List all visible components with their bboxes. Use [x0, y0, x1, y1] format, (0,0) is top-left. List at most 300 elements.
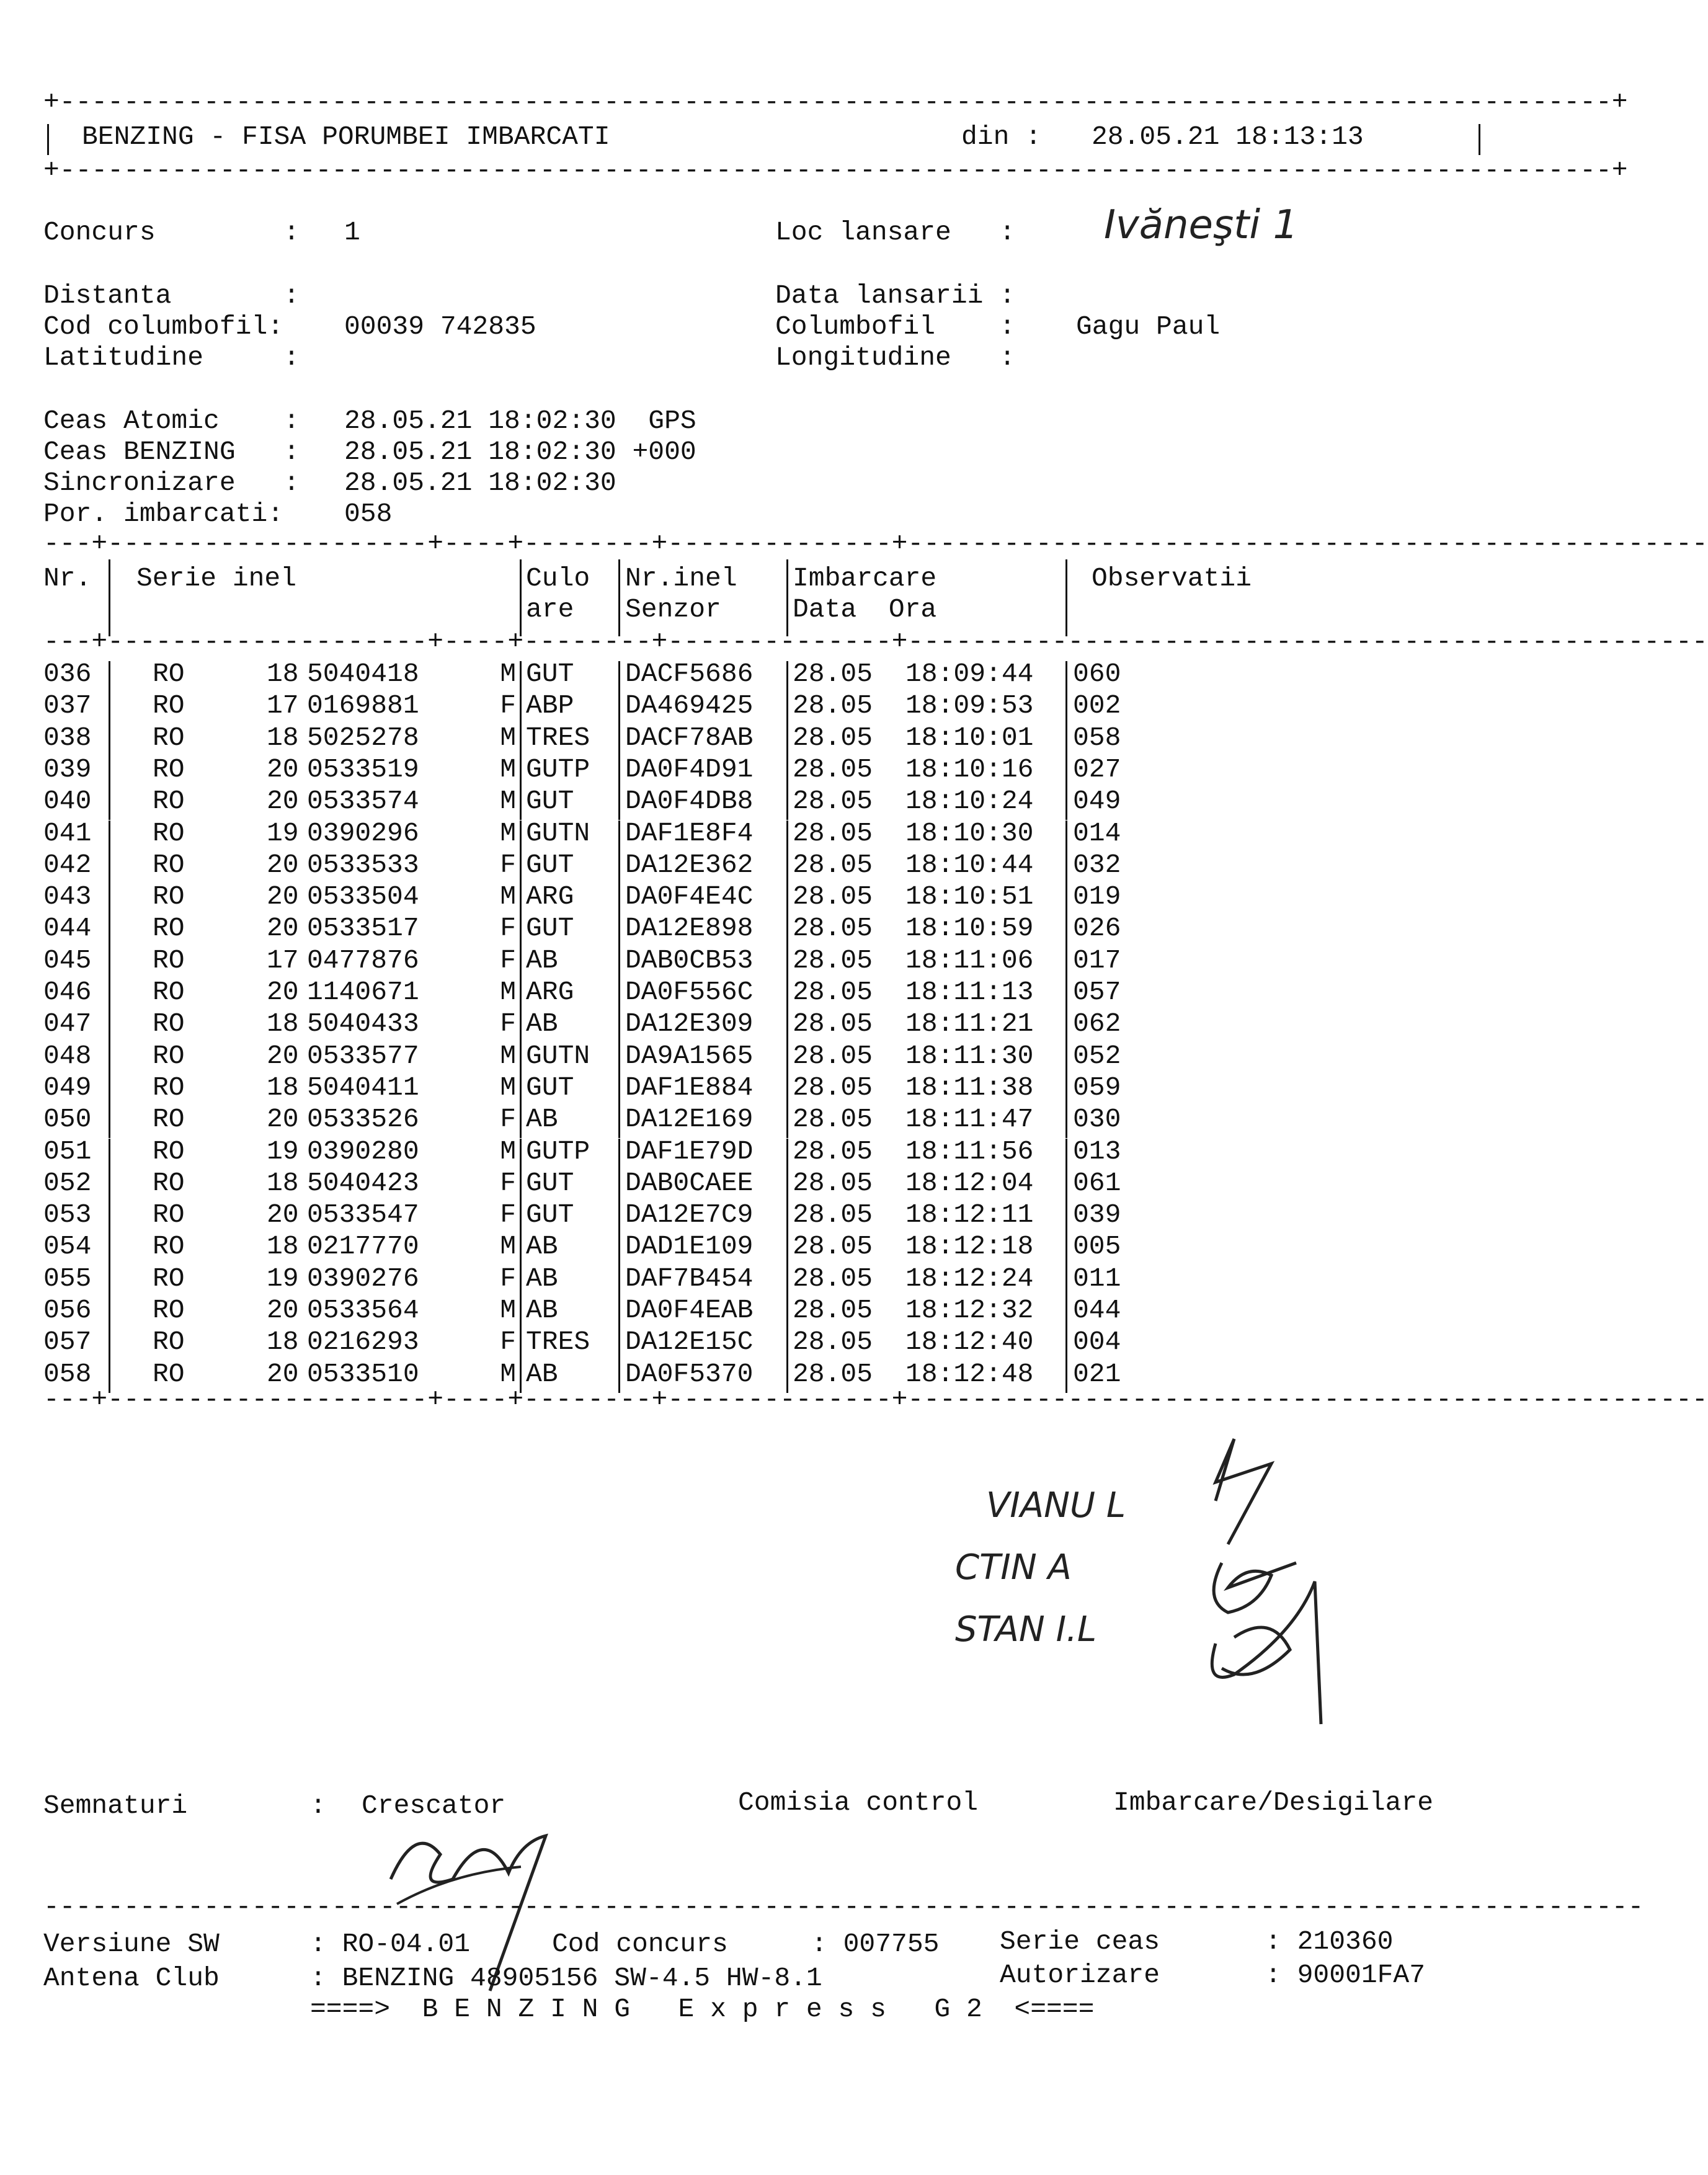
cell-ring-number: 0533517 — [307, 913, 419, 944]
table-col-sep — [109, 979, 110, 1011]
columbofil-value: Gagu Paul — [1076, 311, 1221, 342]
table-col-sep — [1065, 725, 1067, 757]
cell-country: RO — [153, 1199, 185, 1230]
cell-observatii: 027 — [1073, 754, 1121, 785]
cell-ora: 18:10:30 — [905, 817, 1034, 848]
table-col-sep — [618, 948, 620, 979]
cell-ora: 18:12:04 — [905, 1167, 1034, 1198]
serie-ceas-value: : 210360 — [1265, 1926, 1394, 1957]
table-col-sep — [618, 852, 620, 884]
porumbei-imbarcati-value: 058 — [344, 499, 393, 529]
table-col-sep — [618, 1329, 620, 1361]
cell-culoare: GUT — [526, 1199, 574, 1230]
table-col-sep — [109, 1170, 110, 1202]
table-col-sep — [520, 1170, 522, 1202]
concurs-value: 1 — [344, 217, 360, 247]
cell-ring-number: 0533510 — [307, 1358, 419, 1389]
table-col-sep — [109, 1011, 110, 1043]
table-col-sep — [109, 788, 110, 820]
cell-year: 17 — [267, 945, 299, 976]
table-col-sep — [520, 1202, 522, 1234]
table-col-sep — [520, 948, 522, 979]
cell-culoare: ARG — [526, 977, 574, 1007]
cell-ring-number: 0390276 — [307, 1263, 419, 1294]
cell-senzor: DA9A1565 — [625, 1040, 754, 1071]
cell-country: RO — [153, 1327, 185, 1358]
cell-ring-number: 0217770 — [307, 1231, 419, 1262]
table-col-sep — [1065, 1202, 1067, 1234]
document-title: BENZING - FISA PORUMBEI IMBARCATI — [82, 122, 610, 152]
table-col-sep — [1065, 1043, 1067, 1075]
table-col-sep — [520, 1011, 522, 1043]
table-col-sep — [1065, 915, 1067, 947]
cell-ring-number: 0533526 — [307, 1104, 419, 1135]
distanta-label: Distanta : — [43, 280, 300, 311]
cell-year: 20 — [267, 754, 299, 785]
table-col-sep — [618, 1297, 620, 1329]
autorizare-label: Autorizare — [1000, 1960, 1160, 1990]
cell-culoare: AB — [526, 1104, 558, 1135]
table-col-sep — [618, 757, 620, 788]
cell-ring-number: 0533519 — [307, 754, 419, 785]
cell-sex: M — [500, 1072, 516, 1103]
table-col-sep — [1065, 1075, 1067, 1106]
cell-culoare: GUTN — [526, 817, 590, 848]
cell-senzor: DA12E169 — [625, 1104, 754, 1135]
cell-ora: 18:11:56 — [905, 1136, 1034, 1167]
cell-observatii: 039 — [1073, 1199, 1121, 1230]
cell-nr: 047 — [43, 1008, 92, 1039]
cell-ring-number: 0390296 — [307, 817, 419, 848]
cell-year: 19 — [267, 1136, 299, 1167]
table-col-sep — [618, 1266, 620, 1297]
cell-year: 18 — [267, 722, 299, 753]
table-col-sep — [520, 661, 522, 693]
cell-ora: 18:10:01 — [905, 722, 1034, 753]
col-header-serie: Serie inel — [136, 563, 297, 594]
cell-sex: F — [500, 1167, 516, 1198]
col-header-data-ora: Data Ora — [793, 594, 937, 625]
table-col-sep — [786, 661, 788, 693]
cell-culoare: GUT — [526, 913, 574, 944]
porumbei-imbarcati-label: Por. imbarcati: — [43, 499, 284, 529]
cell-senzor: DAD1E109 — [625, 1231, 754, 1262]
cell-observatii: 060 — [1073, 659, 1121, 689]
cell-observatii: 059 — [1073, 1072, 1121, 1103]
cell-data: 28.05 — [793, 754, 873, 785]
cell-country: RO — [153, 1358, 185, 1389]
table-col-sep — [109, 948, 110, 979]
cell-sex: F — [500, 945, 516, 976]
commission-name-1: VIANU L — [986, 1485, 1126, 1526]
cell-year: 20 — [267, 1199, 299, 1230]
table-col-sep — [786, 1266, 788, 1297]
table-col-sep — [786, 788, 788, 820]
cell-senzor: DAF1E8F4 — [625, 817, 754, 848]
ceas-benzing-value: 28.05.21 18:02:30 +000 — [344, 437, 696, 467]
cell-ring-number: 0169881 — [307, 690, 419, 721]
table-col-sep — [1065, 948, 1067, 979]
cell-year: 20 — [267, 1295, 299, 1325]
header-border-top: +-------------------------------------------------------------------------------------------------+ — [43, 87, 1628, 117]
cell-ora: 18:10:16 — [905, 754, 1034, 785]
table-col-sep — [1065, 979, 1067, 1011]
cell-ring-number: 0533577 — [307, 1040, 419, 1071]
cell-data: 28.05 — [793, 659, 873, 689]
cell-country: RO — [153, 1167, 185, 1198]
table-col-sep — [520, 915, 522, 947]
ceas-atomic-value: 28.05.21 18:02:30 GPS — [344, 406, 696, 436]
cell-nr: 045 — [43, 945, 92, 976]
table-col-sep — [520, 757, 522, 788]
table-col-sep — [786, 948, 788, 979]
table-col-sep — [786, 1234, 788, 1265]
cell-nr: 051 — [43, 1136, 92, 1167]
table-col-sep — [618, 788, 620, 820]
table-col-sep — [786, 559, 788, 636]
table-col-sep — [618, 1234, 620, 1265]
cell-year: 18 — [267, 1072, 299, 1103]
cell-sex: M — [500, 1231, 516, 1262]
cell-senzor: DACF78AB — [625, 722, 754, 753]
cell-sex: M — [500, 659, 516, 689]
table-col-sep — [618, 1170, 620, 1202]
crescator-label: Crescator — [362, 1790, 506, 1821]
table-col-sep — [520, 852, 522, 884]
col-header-culoare: Culo — [526, 563, 590, 594]
table-col-sep — [1065, 1011, 1067, 1043]
cell-senzor: DA12E15C — [625, 1327, 754, 1358]
table-col-sep — [520, 693, 522, 724]
cell-country: RO — [153, 754, 185, 785]
cell-nr: 046 — [43, 977, 92, 1007]
cell-observatii: 052 — [1073, 1040, 1121, 1071]
cod-columbofil-label: Cod columbofil: — [43, 311, 284, 342]
table-col-sep — [520, 788, 522, 820]
table-col-sep — [1065, 757, 1067, 788]
cell-nr: 038 — [43, 722, 92, 753]
cell-observatii: 021 — [1073, 1358, 1121, 1389]
cell-country: RO — [153, 1263, 185, 1294]
cell-year: 18 — [267, 1008, 299, 1039]
commission-name-3: STAN I.L — [955, 1609, 1097, 1650]
cell-nr: 050 — [43, 1104, 92, 1135]
cell-sex: F — [500, 849, 516, 880]
table-header-separator: ---+--------------------+----+--------+--------------+-------------------------------------------------- — [43, 626, 1708, 657]
header-border-left — [47, 124, 49, 155]
cell-senzor: DAF7B454 — [625, 1263, 754, 1294]
cell-observatii: 058 — [1073, 722, 1121, 753]
cell-observatii: 014 — [1073, 817, 1121, 848]
table-col-sep — [618, 884, 620, 915]
cell-nr: 039 — [43, 754, 92, 785]
cell-ora: 18:09:44 — [905, 659, 1034, 689]
cell-data: 28.05 — [793, 722, 873, 753]
cell-ora: 18:11:47 — [905, 1104, 1034, 1135]
cell-country: RO — [153, 1136, 185, 1167]
table-col-sep — [786, 1297, 788, 1329]
table-col-sep — [109, 725, 110, 757]
table-col-sep — [109, 559, 110, 636]
cell-data: 28.05 — [793, 1136, 873, 1167]
cell-data: 28.05 — [793, 817, 873, 848]
table-col-sep — [618, 1043, 620, 1075]
commission-name-2: CTIN A — [955, 1547, 1072, 1588]
cell-ring-number: 5040411 — [307, 1072, 419, 1103]
table-col-sep — [520, 979, 522, 1011]
table-col-sep — [618, 915, 620, 947]
table-col-sep — [786, 1011, 788, 1043]
cell-sex: M — [500, 1040, 516, 1071]
cell-culoare: AB — [526, 1008, 558, 1039]
cell-sex: F — [500, 1199, 516, 1230]
ceas-benzing-label: Ceas BENZING : — [43, 437, 300, 467]
table-col-sep — [520, 1234, 522, 1265]
cell-data: 28.05 — [793, 913, 873, 944]
benzing-express-banner: ====> B E N Z I N G E x p r e s s G 2 <==== — [310, 1994, 1095, 2024]
table-border-top: ---+--------------------+----+--------+--------------+-------------------------------------------------- — [43, 528, 1708, 559]
cell-ora: 18:12:24 — [905, 1263, 1034, 1294]
cell-country: RO — [153, 1008, 185, 1039]
cell-nr: 041 — [43, 817, 92, 848]
table-col-sep — [618, 1202, 620, 1234]
cell-year: 20 — [267, 786, 299, 817]
cell-senzor: DA0F4D91 — [625, 754, 754, 785]
table-col-sep — [786, 884, 788, 915]
col-header-culoare-2: are — [526, 594, 574, 625]
cod-concurs-label: Cod concurs — [552, 1929, 728, 1959]
cell-ring-number: 5040423 — [307, 1167, 419, 1198]
cell-country: RO — [153, 913, 185, 944]
table-col-sep — [1065, 1329, 1067, 1361]
cell-ora: 18:12:40 — [905, 1327, 1034, 1358]
table-col-sep — [520, 1266, 522, 1297]
cell-nr: 052 — [43, 1167, 92, 1198]
table-col-sep — [1065, 693, 1067, 724]
table-col-sep — [618, 661, 620, 693]
table-col-sep — [618, 725, 620, 757]
cell-year: 20 — [267, 849, 299, 880]
cell-culoare: AB — [526, 1295, 558, 1325]
cell-ring-number: 0390280 — [307, 1136, 419, 1167]
cell-data: 28.05 — [793, 1072, 873, 1103]
cell-year: 20 — [267, 1358, 299, 1389]
table-col-sep — [786, 1329, 788, 1361]
cell-culoare: GUTP — [526, 754, 590, 785]
cell-country: RO — [153, 659, 185, 689]
table-col-sep — [520, 1297, 522, 1329]
cell-nr: 048 — [43, 1040, 92, 1071]
cell-year: 19 — [267, 1263, 299, 1294]
cell-data: 28.05 — [793, 786, 873, 817]
table-col-sep — [520, 1106, 522, 1138]
table-col-sep — [786, 1043, 788, 1075]
cell-culoare: GUTN — [526, 1040, 590, 1071]
cell-year: 18 — [267, 1231, 299, 1262]
cell-country: RO — [153, 945, 185, 976]
cell-culoare: ARG — [526, 881, 574, 912]
versiune-sw-label: Versiune SW — [43, 1929, 220, 1959]
table-col-sep — [1065, 1170, 1067, 1202]
table-col-sep — [1065, 852, 1067, 884]
cell-sex: F — [500, 1327, 516, 1358]
cell-data: 28.05 — [793, 945, 873, 976]
table-col-sep — [109, 821, 110, 852]
cell-nr: 043 — [43, 881, 92, 912]
cell-sex: M — [500, 1136, 516, 1167]
cell-culoare: TRES — [526, 1327, 590, 1358]
cell-year: 20 — [267, 881, 299, 912]
columbofil-label: Columbofil : — [775, 311, 1016, 342]
cell-senzor: DA0F556C — [625, 977, 754, 1007]
cell-year: 20 — [267, 1040, 299, 1071]
cell-data: 28.05 — [793, 1358, 873, 1389]
cell-ring-number: 0533564 — [307, 1295, 419, 1325]
cell-senzor: DA0F4DB8 — [625, 786, 754, 817]
cell-ora: 18:12:48 — [905, 1358, 1034, 1389]
cell-observatii: 032 — [1073, 849, 1121, 880]
cell-ring-number: 0533533 — [307, 849, 419, 880]
table-col-sep — [786, 1075, 788, 1106]
cell-country: RO — [153, 881, 185, 912]
cell-sex: M — [500, 881, 516, 912]
ceas-atomic-label: Ceas Atomic : — [43, 406, 300, 436]
table-col-sep — [618, 979, 620, 1011]
cell-ring-number: 5040418 — [307, 659, 419, 689]
cell-culoare: AB — [526, 945, 558, 976]
cell-nr: 042 — [43, 849, 92, 880]
cell-sex: F — [500, 1263, 516, 1294]
cell-country: RO — [153, 977, 185, 1007]
cell-country: RO — [153, 1295, 185, 1325]
cell-data: 28.05 — [793, 1167, 873, 1198]
table-col-sep — [1065, 1266, 1067, 1297]
cell-data: 28.05 — [793, 1040, 873, 1071]
cell-ora: 18:10:51 — [905, 881, 1034, 912]
cell-ora: 18:12:18 — [905, 1231, 1034, 1262]
cell-ora: 18:11:13 — [905, 977, 1034, 1007]
cell-data: 28.05 — [793, 1008, 873, 1039]
loc-lansare-label: Loc lansare : — [775, 217, 1016, 247]
table-col-sep — [618, 821, 620, 852]
cell-culoare: ABP — [526, 690, 574, 721]
cell-observatii: 049 — [1073, 786, 1121, 817]
cell-senzor: DA12E362 — [625, 849, 754, 880]
table-col-sep — [109, 1329, 110, 1361]
cell-country: RO — [153, 786, 185, 817]
cell-culoare: TRES — [526, 722, 590, 753]
concurs-label: Concurs : — [43, 217, 300, 247]
cell-ora: 18:12:32 — [905, 1295, 1034, 1325]
cell-senzor: DA12E898 — [625, 913, 754, 944]
table-col-sep — [786, 852, 788, 884]
cell-ora: 18:12:11 — [905, 1199, 1034, 1230]
autorizare-value: : 90001FA7 — [1265, 1960, 1426, 1990]
cell-senzor: DA12E309 — [625, 1008, 754, 1039]
cell-ring-number: 5040433 — [307, 1008, 419, 1039]
data-lansarii-label: Data lansarii : — [775, 280, 1016, 311]
cell-observatii: 062 — [1073, 1008, 1121, 1039]
footer-separator: ---------------------------------------------------------------------------------------------------- — [43, 1892, 1644, 1922]
table-col-sep — [520, 725, 522, 757]
cell-sex: M — [500, 817, 516, 848]
table-col-sep — [1065, 1297, 1067, 1329]
cell-data: 28.05 — [793, 1263, 873, 1294]
cell-year: 20 — [267, 1104, 299, 1135]
cell-year: 18 — [267, 1167, 299, 1198]
cell-year: 20 — [267, 977, 299, 1007]
cell-ring-number: 0533574 — [307, 786, 419, 817]
cell-observatii: 057 — [1073, 977, 1121, 1007]
cell-data: 28.05 — [793, 1327, 873, 1358]
table-col-sep — [618, 1075, 620, 1106]
cell-country: RO — [153, 1040, 185, 1071]
col-header-nrinel: Nr.inel — [625, 563, 737, 594]
table-col-sep — [1065, 661, 1067, 693]
table-col-sep — [520, 559, 522, 636]
cod-concurs-value: : 007755 — [811, 1929, 940, 1959]
table-col-sep — [520, 821, 522, 852]
table-col-sep — [786, 915, 788, 947]
cell-culoare: GUT — [526, 849, 574, 880]
cell-observatii: 030 — [1073, 1104, 1121, 1135]
table-col-sep — [1065, 1234, 1067, 1265]
cell-country: RO — [153, 690, 185, 721]
col-header-imbarcare: Imbarcare — [793, 563, 937, 594]
cell-observatii: 026 — [1073, 913, 1121, 944]
table-col-sep — [786, 1170, 788, 1202]
table-col-sep — [109, 852, 110, 884]
cell-culoare: GUT — [526, 659, 574, 689]
cell-sex: M — [500, 977, 516, 1007]
cell-data: 28.05 — [793, 849, 873, 880]
cell-senzor: DAF1E79D — [625, 1136, 754, 1167]
cell-data: 28.05 — [793, 1199, 873, 1230]
cell-nr: 055 — [43, 1263, 92, 1294]
table-border-bottom: ---+--------------------+----+--------+--------------+-------------------------------------------------- — [43, 1384, 1708, 1415]
table-col-sep — [786, 1202, 788, 1234]
table-col-sep — [109, 1043, 110, 1075]
serie-ceas-label: Serie ceas — [1000, 1926, 1160, 1957]
table-col-sep — [786, 821, 788, 852]
comisia-control-label: Comisia control — [738, 1787, 979, 1818]
cell-culoare: GUT — [526, 786, 574, 817]
antena-club-value: : BENZING 48905156 SW-4.5 HW-8.1 — [310, 1963, 822, 1993]
cell-country: RO — [153, 1072, 185, 1103]
cell-ring-number: 0477876 — [307, 945, 419, 976]
table-col-sep — [109, 1202, 110, 1234]
cell-sex: M — [500, 754, 516, 785]
cell-ora: 18:10:24 — [905, 786, 1034, 817]
cell-senzor: DACF5686 — [625, 659, 754, 689]
cell-ora: 18:10:44 — [905, 849, 1034, 880]
antena-club-label: Antena Club — [43, 1963, 220, 1993]
col-header-observatii: Observatii — [1092, 563, 1252, 594]
table-col-sep — [109, 661, 110, 693]
sincronizare-value: 28.05.21 18:02:30 — [344, 468, 616, 498]
cell-senzor: DA469425 — [625, 690, 754, 721]
cell-observatii: 002 — [1073, 690, 1121, 721]
cell-ora: 18:11:30 — [905, 1040, 1034, 1071]
cell-country: RO — [153, 817, 185, 848]
cell-data: 28.05 — [793, 1104, 873, 1135]
semnaturi-label: Semnaturi — [43, 1790, 188, 1821]
cell-ora: 18:11:06 — [905, 945, 1034, 976]
sincronizare-label: Sincronizare : — [43, 468, 300, 498]
cell-ora: 18:11:21 — [905, 1008, 1034, 1039]
table-col-sep — [786, 1106, 788, 1138]
cell-ring-number: 0216293 — [307, 1327, 419, 1358]
